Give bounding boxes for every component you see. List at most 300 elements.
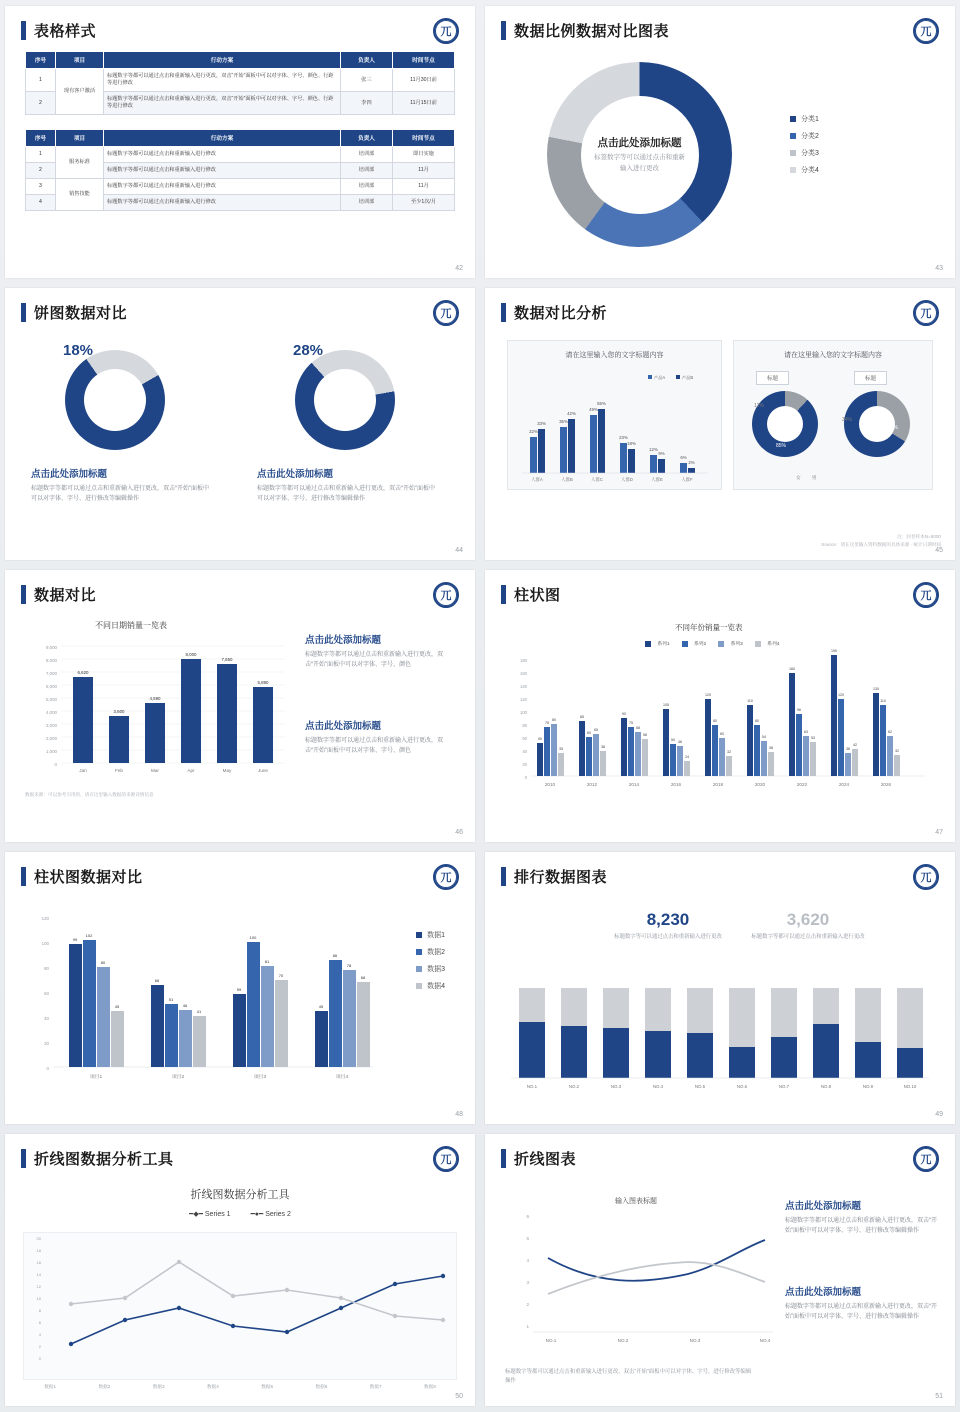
chart-title: 折线图数据分析工具 [190,1189,290,1201]
svg-text:NO.10: NO.10 [903,1084,917,1089]
cell-action: 标题数字等都可以通过点击和重新输入进行修改 [104,163,341,179]
svg-text:NO.2: NO.2 [568,1084,580,1089]
svg-text:40: 40 [522,749,527,754]
svg-text:32: 32 [727,750,731,754]
donut-chart-right[interactable]: 34% 65% [844,391,910,457]
svg-text:2010: 2010 [544,782,556,787]
page-title: 饼图数据对比 [34,305,128,322]
svg-text:人群F: 人群F [681,477,693,482]
svg-text:NO.4: NO.4 [759,1338,771,1343]
svg-text:人群D: 人群D [621,477,633,482]
svg-text:80: 80 [713,719,717,723]
svg-text:38: 38 [601,745,605,749]
svg-text:1: 1 [526,1324,529,1329]
svg-text:90: 90 [622,712,626,716]
title-accent-bar [21,585,26,604]
svg-text:2016: 2016 [670,782,682,787]
text-block-1 [305,632,455,670]
slide-header [485,288,955,323]
svg-text:180: 180 [520,658,527,663]
svg-text:102: 102 [85,933,93,938]
legend-item-series2[interactable]: ━●━ Series 2 [250,1211,291,1218]
svg-text:100: 100 [249,935,257,940]
svg-text:2%: 2% [688,460,695,465]
svg-text:7,650: 7,650 [221,657,233,662]
svg-text:99: 99 [72,937,78,942]
page-title: 折线图数据分析工具 [34,1151,174,1168]
text-block-2 [305,718,455,756]
x-tick: 数据5 [261,1384,273,1389]
svg-text:4,590: 4,590 [149,696,161,701]
stat-block-1 [603,910,733,942]
block-heading: 点击此处添加标题 [785,1201,862,1212]
legend-label: 分类4 [801,167,819,174]
svg-text:105: 105 [663,703,669,707]
cell-time: 至少1次/月 [393,195,455,211]
slide-header [5,6,475,41]
table-training-plan[interactable] [25,129,455,211]
page-title: 折线图表 [514,1151,577,1168]
legend-item[interactable]: 数据3 [416,964,445,974]
cell-no: 1 [26,69,56,92]
svg-text:42%: 42% [567,411,576,416]
cell-time: 即日实施 [393,147,455,163]
svg-text:18: 18 [36,1248,41,1253]
slide-table-styles[interactable] [5,6,475,278]
legend-swatch-icon [790,167,796,173]
donut-chart-left[interactable]: 12% 85% [752,391,818,457]
svg-text:46: 46 [678,740,682,744]
slide-header [485,6,955,41]
col-project: 项目 [56,52,104,69]
svg-text:42: 42 [853,743,857,747]
svg-text:68: 68 [360,975,366,980]
svg-text:8: 8 [38,1308,41,1313]
card-title: 请在这里输入您的文字标题内容 [565,352,664,359]
line-chart [23,1232,457,1380]
cell-no: 4 [26,195,56,211]
svg-text:40: 40 [44,1016,49,1021]
donut-label-1: 标题 [756,371,789,385]
donut-center-title: 点击此处添加标题 [597,137,682,150]
card-bar-chart[interactable] [507,340,722,490]
svg-text:49%: 49% [589,407,598,412]
svg-text:20: 20 [522,762,527,767]
legend-item[interactable] [790,131,819,141]
svg-text:0: 0 [524,775,527,780]
svg-text:6: 6 [526,1214,529,1219]
svg-text:160: 160 [789,667,795,671]
x-tick: 数据7 [369,1384,382,1389]
svg-text:80: 80 [755,719,759,723]
svg-text:60: 60 [522,736,527,741]
x-tick: 数据2 [98,1384,111,1389]
legend [5,1210,475,1218]
title-accent-bar [21,1149,26,1168]
block-body: 标题数字等都可以通过点击和重新输入进行更改，双击“开始”面板中可以对字体、字号、进行修改等编辑操作 [785,1304,937,1321]
svg-text:人群A: 人群A [531,477,543,482]
table-row[interactable] [26,69,455,92]
donut-chart[interactable] [547,62,732,247]
card-title: 请在这里输入您的文字标题内容 [784,352,882,359]
title-accent-bar [501,585,506,604]
svg-text:NO.3: NO.3 [610,1084,622,1089]
legend-swatch-icon [790,116,796,122]
block-body: 标题数字等都可以通过点击和重新输入进行更改，双击“开始”面板中可以对字体、字号、进行修改等编辑操作 [31,486,209,503]
legend-item[interactable]: 数据4 [416,981,445,991]
table-header-row [26,130,455,147]
cell-action: 标题数字等都可以通过点击和重新输入进行修改 [104,195,341,211]
page-title: 数据比例数据对比图表 [514,23,670,40]
chart-title: 不同日期销量一览表 [95,621,167,630]
svg-text:66: 66 [154,978,160,983]
x-tick: 数据1 [44,1384,56,1389]
donut-center-sub: 标签数字等可以通过点击和重新输入进行更改 [594,154,685,172]
svg-text:80: 80 [552,718,556,722]
brand-logo-icon: 兀 [913,300,939,326]
cell-owner: 培训部 [341,163,393,179]
grouped-bar-chart [508,371,723,489]
cell-owner: 李四 [341,92,393,115]
legend-item[interactable]: 系列4 [755,640,780,647]
svg-text:45: 45 [318,1004,324,1009]
slide-line-chart[interactable] [485,1134,955,1406]
col-action: 行动方案 [104,130,341,147]
stacked-bar-chart [505,982,935,1102]
svg-text:100: 100 [41,941,49,946]
block-heading: 点击此处添加标题 [305,635,382,646]
svg-text:190: 190 [831,649,837,653]
svg-text:9%: 9% [658,451,665,456]
svg-text:3,600: 3,600 [113,709,125,714]
brand-logo-icon: 兀 [433,300,459,326]
page-number: 44 [455,547,463,554]
svg-text:人群C: 人群C [591,477,603,482]
svg-text:96: 96 [797,708,801,712]
svg-text:6,620: 6,620 [77,670,89,675]
page-number: 47 [935,829,943,836]
brand-logo-icon: 兀 [913,864,939,890]
page-number: 49 [935,1111,943,1118]
slide-header [485,852,955,887]
legend-label-b: 产品B [682,375,694,380]
svg-text:14: 14 [36,1272,41,1277]
legend [790,114,819,182]
chart-title: 不同年份销量一览表 [675,623,743,632]
legend [416,930,445,998]
source-note: 数据来源：可以参考引用的，请在这里输入数据的来源详情信息 [25,792,154,797]
svg-text:0: 0 [46,1066,49,1071]
text-block [257,466,437,504]
svg-text:2020: 2020 [754,782,766,787]
col-no: 序号 [26,130,56,147]
legend-item[interactable]: 系列2 [682,640,707,647]
legend-label: 分类2 [801,133,819,140]
slide-line-analysis-tool[interactable] [5,1134,475,1406]
svg-text:75: 75 [545,721,549,725]
cell-project-group: 现有客户激活 [56,69,104,115]
svg-text:16: 16 [36,1260,41,1265]
legend-item[interactable] [790,165,819,175]
svg-text:9,000: 9,000 [46,645,57,650]
slide-data-contrast-bars[interactable] [5,570,475,842]
svg-text:60: 60 [587,731,591,735]
block-heading: 点击此处添加标题 [257,469,334,480]
svg-text:2: 2 [38,1344,41,1349]
legend-item[interactable] [790,114,819,124]
svg-text:NO.7: NO.7 [778,1084,790,1089]
svg-text:项目1: 项目1 [89,1075,103,1080]
bar-chart [23,636,293,786]
page-number: 51 [935,1393,943,1400]
svg-text:41: 41 [196,1009,202,1014]
col-owner: 负责人 [341,52,393,69]
cell-time: 11月30日前 [393,69,455,92]
block-body: 标题数字等都可以通过点击和重新输入进行更改，双击“开始”面板中可以对字体、字号、颜色 [305,652,444,669]
svg-text:2012: 2012 [586,782,598,787]
svg-text:NO.9: NO.9 [862,1084,874,1089]
svg-text:80: 80 [522,723,527,728]
stat-desc: 标题数字等可以通过点击和重新输入进行更改 [614,934,722,940]
svg-text:24: 24 [685,755,689,759]
brand-logo-icon: 兀 [913,582,939,608]
svg-text:0: 0 [38,1356,41,1361]
text-block-2 [785,1284,937,1322]
svg-text:130: 130 [873,687,879,691]
svg-text:86: 86 [332,953,338,958]
svg-text:12: 12 [36,1284,41,1289]
stat-value: 8,230 [646,910,690,929]
svg-text:32: 32 [895,749,899,753]
svg-text:120: 120 [520,697,527,702]
svg-text:51: 51 [168,997,174,1002]
legend-male: 男 [811,475,817,480]
card-donut-pair[interactable] [733,340,933,490]
svg-text:23%: 23% [619,435,628,440]
svg-text:78: 78 [346,963,352,968]
donut-chart-28[interactable] [295,350,395,450]
legend-swatch-icon [790,133,796,139]
svg-text:10: 10 [36,1296,41,1301]
svg-text:3,000: 3,000 [46,723,57,728]
svg-text:5,890: 5,890 [257,680,269,685]
chart-title: 输入图表标题 [615,1198,657,1205]
legend-female: 女 [796,475,801,480]
slide-proportion-donut[interactable] [485,6,955,278]
cell-time: 11月 [393,179,455,195]
legend-item[interactable]: 数据2 [416,947,445,957]
svg-text:50: 50 [671,738,675,742]
svg-text:35: 35 [559,747,563,751]
page-title: 表格样式 [34,23,97,40]
title-accent-bar [501,867,506,886]
col-action: 行动方案 [104,52,341,69]
cell-no: 2 [26,163,56,179]
grouped-column-chart [23,912,383,1092]
svg-text:4: 4 [38,1332,41,1337]
percent-label: 28% [293,342,324,359]
x-tick: 数据6 [315,1384,328,1389]
x-axis-labels [23,1384,457,1390]
legend-label: 分类3 [801,150,819,157]
svg-text:NO.8: NO.8 [820,1084,832,1089]
page-number: 46 [455,829,463,836]
slide-data-comparison-analysis[interactable] [485,288,955,560]
legend-label-a: 产品A [654,375,666,380]
svg-text:81: 81 [264,959,270,964]
cell-owner: 培训部 [341,147,393,163]
table-row[interactable] [26,147,455,163]
svg-text:60: 60 [720,732,724,736]
svg-text:2: 2 [526,1302,529,1307]
col-owner: 负责人 [341,130,393,147]
svg-text:53: 53 [811,736,815,740]
svg-text:75: 75 [629,721,633,725]
legend-label: 分类1 [801,116,819,123]
svg-text:NO.5: NO.5 [694,1084,706,1089]
svg-text:NO.3: NO.3 [689,1338,701,1343]
slide-header [485,570,955,605]
svg-text:65: 65 [594,728,598,732]
block-heading: 点击此处添加标题 [31,469,108,480]
svg-text:6%: 6% [680,455,687,460]
slide-header [5,852,475,887]
svg-text:人群E: 人群E [651,477,663,482]
svg-text:38: 38 [769,746,773,750]
brand-logo-icon: 兀 [433,1146,459,1172]
svg-text:5: 5 [526,1236,529,1241]
svg-text:140: 140 [520,684,527,689]
title-accent-bar [21,303,26,322]
svg-text:2022: 2022 [796,782,808,787]
svg-text:18%: 18% [627,441,636,446]
x-tick: 数据3 [152,1384,165,1389]
page-title: 柱状图 [514,587,561,604]
svg-text:36: 36 [846,747,850,751]
percent-label: 18% [63,342,94,359]
svg-text:项目4: 项目4 [335,1075,349,1080]
donut-chart-18[interactable] [65,350,165,450]
svg-text:NO.6: NO.6 [736,1084,748,1089]
svg-text:55%: 55% [597,401,606,406]
svg-text:70: 70 [278,973,284,978]
page-number: 50 [455,1393,463,1400]
svg-text:120: 120 [838,693,844,697]
page-title: 排行数据图表 [514,869,608,886]
svg-text:110: 110 [880,699,886,703]
table-existing-customers[interactable] [25,51,455,115]
svg-text:20: 20 [36,1236,41,1241]
page-number: 48 [455,1111,463,1118]
legend-item[interactable]: 数据1 [416,930,445,940]
col-time: 时间节点 [393,52,455,69]
svg-text:项目3: 项目3 [253,1075,267,1080]
page-title: 数据对比 [34,587,97,604]
svg-text:62: 62 [888,730,892,734]
cell-no: 3 [26,179,56,195]
svg-text:June: June [258,768,268,773]
svg-text:2024: 2024 [838,782,850,787]
svg-text:7,000: 7,000 [46,671,57,676]
stat-block-2 [743,910,873,942]
svg-text:46: 46 [182,1003,188,1008]
svg-text:3: 3 [526,1280,529,1285]
cell-owner: 培训部 [341,179,393,195]
cell-no: 1 [26,147,56,163]
footnote-1: 注：问卷样本N=5000 [897,534,941,539]
donut-label-2: 标题 [854,371,887,385]
svg-text:120: 120 [705,693,711,697]
svg-text:Apr: Apr [187,768,195,773]
text-block-1 [785,1198,937,1236]
svg-text:85: 85 [580,715,584,719]
slide-ranking-chart[interactable] [485,852,955,1124]
slide-column-comparison[interactable] [5,852,475,1124]
svg-text:35%: 35% [559,419,568,424]
bottom-note: 标题数字等都可以通过点击和重新输入进行更改，双击“开始”面板中可以对字体、字号，进行修改等编辑操作 [505,1368,752,1384]
block-body: 标题数字等都可以通过点击和重新输入进行更改，双击“开始”面板中可以对字体、字号、进行修改等编辑操作 [785,1218,937,1235]
svg-text:5,000: 5,000 [46,697,57,702]
svg-text:120: 120 [41,916,49,921]
grouped-column-chart [503,649,933,817]
svg-text:160: 160 [520,671,527,676]
block-body: 标题数字等都可以通过点击和重新输入进行更改，双击“开始”面板中可以对字体、字号、进行修改等编辑操作 [257,486,435,503]
cell-time: 11月15日前 [393,92,455,115]
slide-column-chart[interactable] [485,570,955,842]
cell-action: 标题数字等都可以通过点击和重新输入进行修改 [104,179,341,195]
svg-text:45: 45 [114,1004,120,1009]
svg-text:80: 80 [44,966,49,971]
svg-text:50: 50 [538,737,542,741]
legend-item-series1[interactable]: ━◆━ Series 1 [189,1211,231,1218]
col-project: 项目 [56,130,104,147]
svg-text:110: 110 [747,699,753,703]
page-number: 45 [935,547,943,554]
legend-swatch-icon [790,150,796,156]
title-accent-bar [501,1149,506,1168]
slide-header [5,570,475,605]
cell-action: 标题数字等都可以通过点击和重新输入进行修改 [104,147,341,163]
svg-text:22%: 22% [529,429,538,434]
stat-value: 3,620 [786,910,830,929]
svg-text:0: 0 [54,762,57,767]
title-accent-bar [21,21,26,40]
legend-item[interactable] [790,148,819,158]
legend [645,640,779,647]
svg-text:60: 60 [44,991,49,996]
svg-text:100: 100 [520,710,527,715]
legend-item[interactable]: 系列3 [718,640,743,647]
svg-text:33%: 33% [537,421,546,426]
table-header-row [26,52,455,69]
cell-project-group: 服务标准 [56,147,104,179]
svg-text:59: 59 [236,987,242,992]
cell-owner: 张三 [341,69,393,92]
svg-text:80: 80 [100,960,106,965]
title-accent-bar [21,867,26,886]
legend-item[interactable]: 系列1 [645,640,670,647]
slide-pie-comparison[interactable] [5,288,475,560]
stat-desc: 标题数字等都可以通过点击和重新输入进行更改 [751,934,865,940]
cell-time: 11月 [393,163,455,179]
svg-text:1,000: 1,000 [46,749,57,754]
footnote-2: Source：请在这里输入资料数据的具体来源 · 统计日期时间 [821,542,941,547]
cell-owner: 培训部 [341,195,393,211]
table-row[interactable] [26,179,455,195]
title-accent-bar [501,21,506,40]
svg-text:68: 68 [636,726,640,730]
svg-text:4: 4 [526,1258,529,1263]
